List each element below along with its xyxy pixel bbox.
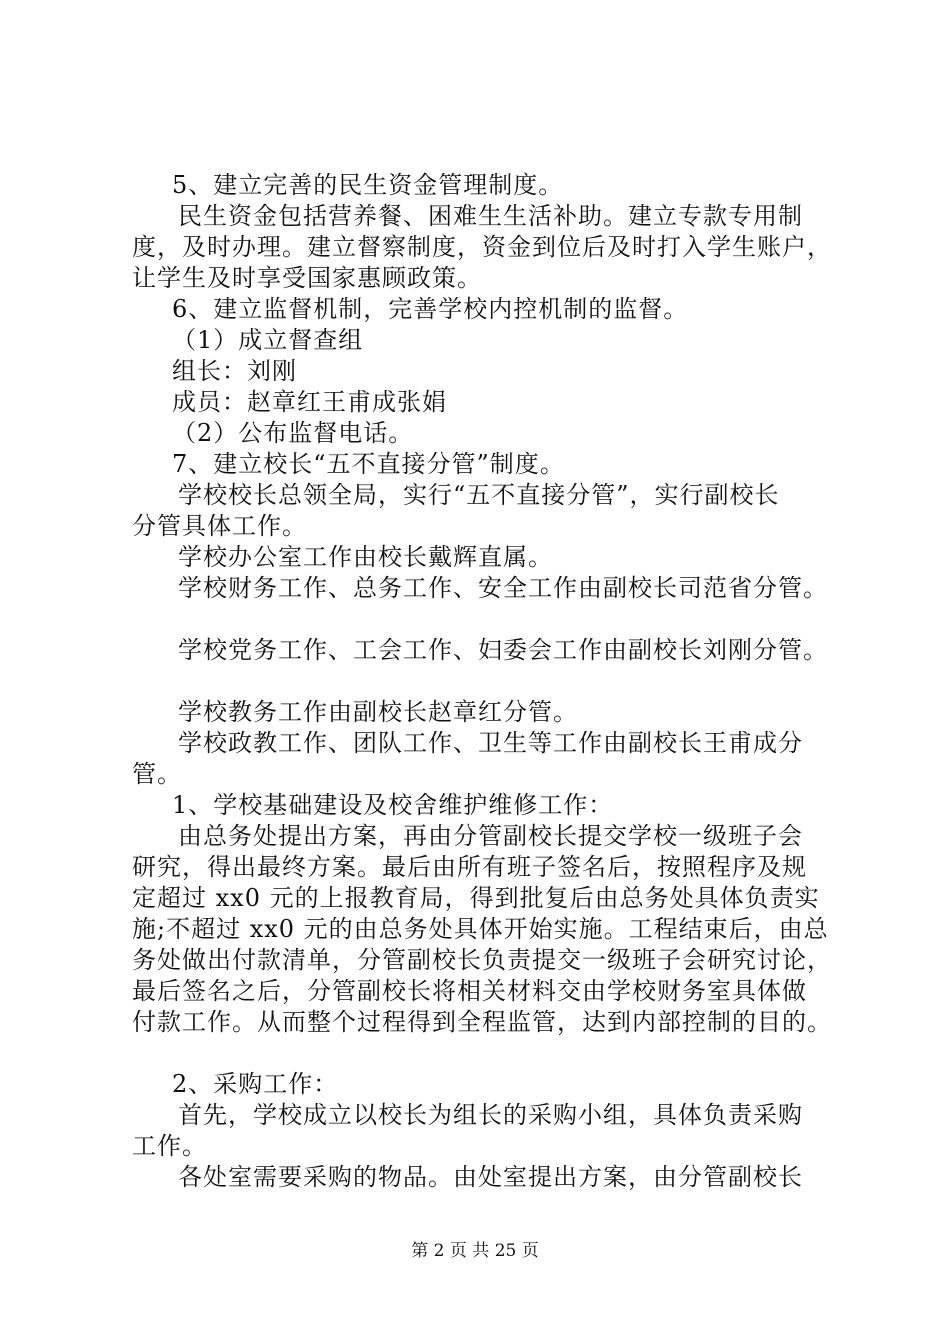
paragraph-line: 管。 xyxy=(132,760,182,788)
paragraph-line: 最后签名之后，分管副校长将相关材料交由学校财务室具体做 xyxy=(132,977,807,1005)
document-body xyxy=(132,170,852,1193)
blank-line xyxy=(132,666,852,697)
paragraph-line: 施;不超过 xx0 元的由总务处具体开始实施。工程结束后，由总 xyxy=(132,915,829,943)
paragraph-line: 度，及时办理。建立督察制度，资金到位后及时打入学生账户， xyxy=(132,233,832,261)
paragraph-line: 学校政教工作、团队工作、卫生等工作由副校长王甫成分 xyxy=(178,729,803,757)
paragraph-line: 学校办公室工作由校长戴辉直属。 xyxy=(178,543,553,571)
paragraph-line: 由总务处提出方案，再由分管副校长提交学校一级班子会 xyxy=(178,822,803,850)
paragraph-line: 定超过 xx0 元的上报教育局，得到批复后由总务处具体负责实 xyxy=(132,884,820,912)
paragraph-line: 学校财务工作、总务工作、安全工作由副校长司范省分管。 xyxy=(178,574,828,602)
paragraph-line: 研究，得出最终方案。最后由所有班子签名后，按照程序及规 xyxy=(132,853,807,881)
paragraph-line: 首先，学校成立以校长为组长的采购小组，具体负责采购 xyxy=(178,1101,803,1129)
paragraph-line: 让学生及时享受国家惠顾政策。 xyxy=(132,264,482,292)
paragraph-line: （2）公布监督电话。 xyxy=(172,419,414,447)
paragraph-line: 付款工作。从而整个过程得到全程监管，达到内部控制的目的。 xyxy=(132,1008,832,1036)
paragraph-line: （1）成立督查组 xyxy=(172,326,364,354)
paragraph-line: 1、学校基础建设及校舍维护维修工作： xyxy=(172,791,614,819)
paragraph-line: 学校校长总领全局，实行“五不直接分管”，实行副校长 xyxy=(178,481,780,509)
paragraph-line: 2、采购工作： xyxy=(172,1070,339,1098)
paragraph-line: 各处室需要采购的物品。由处室提出方案，由分管副校长 xyxy=(178,1163,803,1191)
paragraph-line: 6、建立监督机制，完善学校内控机制的监督。 xyxy=(172,295,689,323)
page-number-footer: 第 2 页 共 25 页 xyxy=(411,1241,539,1261)
paragraph-line: 7、建立校长“五不直接分管”制度。 xyxy=(172,450,565,478)
blank-line xyxy=(132,604,852,635)
paragraph-line: 工作。 xyxy=(132,1132,207,1160)
blank-line xyxy=(132,1038,852,1069)
paragraph-line: 5、建立完善的民生资金管理制度。 xyxy=(172,171,564,199)
paragraph-line: 民生资金包括营养餐、困难生生活补助。建立专款专用制 xyxy=(178,202,803,230)
paragraph-line: 学校党务工作、工会工作、妇委会工作由副校长刘刚分管。 xyxy=(178,636,828,664)
paragraph-line: 成员：赵章红王甫成张娟 xyxy=(172,388,447,416)
paragraph-line: 务处做出付款清单，分管副校长负责提交一级班子会研究讨论， xyxy=(132,946,832,974)
paragraph-line: 学校教务工作由副校长赵章红分管。 xyxy=(178,698,578,726)
paragraph-line: 组长：刘刚 xyxy=(172,357,297,385)
paragraph-line: 分管具体工作。 xyxy=(132,512,307,540)
